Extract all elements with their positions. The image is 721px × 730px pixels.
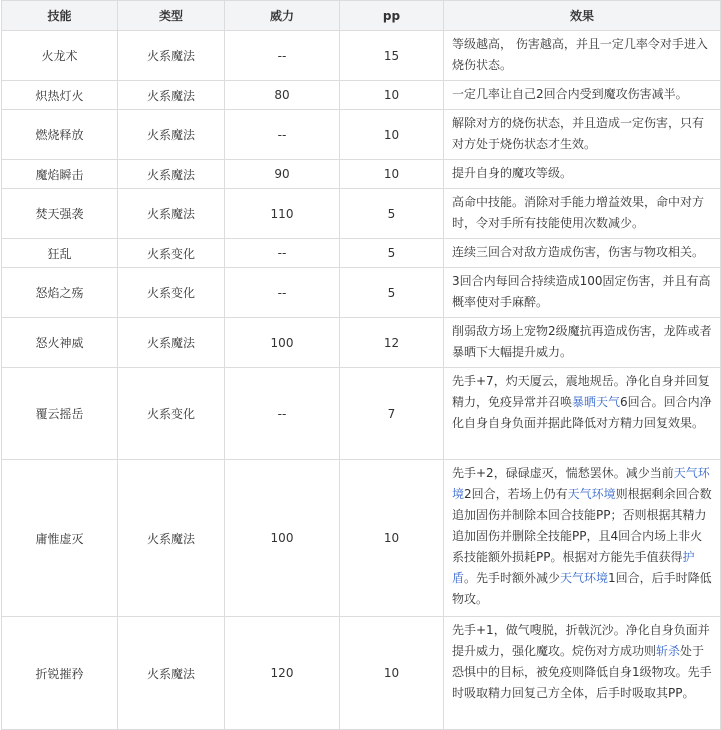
skill-name-cell: 炽热灯火 (2, 81, 118, 110)
skill-effect-cell (444, 617, 721, 730)
header-type: 类型 (118, 1, 225, 31)
effect-text: 一定几率让自己2回合内受到魔攻伤害减半。 (452, 87, 688, 101)
effect-keyword-link[interactable]: 天气环境 (567, 487, 616, 501)
skill-power-cell: 100 (225, 318, 340, 368)
effect-text: 高命中技能。消除对手能力增益效果，命中对方时，令对手所有技能使用次数减少。 (452, 195, 705, 230)
skill-pp-cell: 5 (340, 239, 444, 268)
effect-text: 。先手时额外减少 (464, 571, 561, 585)
skill-type-cell: 火系魔法 (118, 160, 225, 189)
skill-effect-cell (444, 368, 721, 460)
table-row (2, 160, 721, 189)
skill-effect-cell (444, 239, 721, 268)
skill-name-cell: 庸惟虚灭 (2, 460, 118, 617)
skill-effect-cell (444, 160, 721, 189)
effect-keyword-link[interactable]: 暴晒天气 (572, 395, 621, 409)
skill-type-cell: 火系魔法 (118, 81, 225, 110)
header-pp: pp (340, 1, 444, 31)
header-power: 威力 (225, 1, 340, 31)
effect-text: 1回合，后手时降低物攻。 (452, 571, 712, 606)
skill-effect-cell (444, 460, 721, 617)
skill-effect-cell (444, 318, 721, 368)
effect-text: 解除对方的烧伤状态，并且造成一定伤害，只有对方处于烧伤状态才生效。 (452, 116, 705, 151)
effect-text: 2回合，若场上仍有 (464, 487, 568, 501)
skill-type-cell: 火系魔法 (118, 189, 225, 239)
skill-type-cell: 火系魔法 (118, 110, 225, 160)
table-row (2, 318, 721, 368)
skill-name-cell: 怒焰之殇 (2, 268, 118, 318)
skill-name-cell: 怒火神威 (2, 318, 118, 368)
skill-type-cell: 火系变化 (118, 368, 225, 460)
skill-name-cell: 火龙术 (2, 31, 118, 81)
skill-name-cell: 焚天强袭 (2, 189, 118, 239)
skill-table (1, 0, 721, 730)
skill-power-cell: -- (225, 239, 340, 268)
table-row (2, 81, 721, 110)
skill-pp-cell: 10 (340, 110, 444, 160)
table-row (2, 110, 721, 160)
effect-text: 先手+7，灼天厦云，震地规岳。净化自身并回复精力，免疫异常并召唤 (452, 374, 710, 409)
skill-type-cell: 火系魔法 (118, 617, 225, 730)
skill-pp-cell: 12 (340, 318, 444, 368)
skill-power-cell: 100 (225, 460, 340, 617)
skill-name-cell: 魔焰瞬击 (2, 160, 118, 189)
skill-type-cell: 火系变化 (118, 239, 225, 268)
effect-text: 3回合内每回合持续造成100固定伤害，并且有高概率使对手麻醉。 (452, 274, 711, 309)
skill-power-cell: 80 (225, 81, 340, 110)
table-row (2, 368, 721, 460)
table-row (2, 617, 721, 730)
skill-power-cell: -- (225, 110, 340, 160)
skill-name-cell: 折锐摧矜 (2, 617, 118, 730)
skill-name-cell: 覆云摇岳 (2, 368, 118, 460)
effect-text: 6回合。回合内净化自身自身负面并据此降低对方精力回复效果。 (452, 395, 712, 430)
effect-text: 则根据剩余回合数追加固伤并制除本回合技能PP；否则根据其精力追加固伤并删除全技能PP，且4回合内场上非火系技能额外损耗PP。根据对方能先手值获得 (452, 487, 712, 564)
skill-power-cell: -- (225, 268, 340, 318)
skill-pp-cell: 5 (340, 189, 444, 239)
effect-text: 先手+2，碌碌虚灭，惴愁罢休。减少当前 (452, 466, 674, 480)
skill-effect-cell (444, 189, 721, 239)
skill-type-cell: 火系魔法 (118, 460, 225, 617)
table-row (2, 239, 721, 268)
table-body (2, 31, 721, 730)
effect-text: 连续三回合对敌方造成伤害，伤害与物攻相关。 (452, 245, 705, 259)
skill-pp-cell: 10 (340, 81, 444, 110)
table-row (2, 189, 721, 239)
effect-keyword-link[interactable]: 天气环境 (560, 571, 609, 585)
effect-keyword-link[interactable]: 天气环境 (452, 466, 710, 501)
skill-power-cell: -- (225, 368, 340, 460)
skill-type-cell: 火系魔法 (118, 31, 225, 81)
skill-power-cell: 110 (225, 189, 340, 239)
skill-pp-cell: 5 (340, 268, 444, 318)
table-header-row (2, 1, 721, 31)
effect-keyword-link[interactable]: 斩杀 (656, 644, 681, 658)
effect-keyword-link[interactable]: 护盾 (452, 550, 695, 585)
skill-name-cell: 狂乱 (2, 239, 118, 268)
skill-pp-cell: 10 (340, 460, 444, 617)
skill-pp-cell: 7 (340, 368, 444, 460)
skill-name-cell: 燃烧释放 (2, 110, 118, 160)
effect-text: 等级越高， 伤害越高，并且一定几率令对手进入烧伤状态。 (452, 37, 708, 72)
header-skill: 技能 (2, 1, 118, 31)
skill-power-cell: 90 (225, 160, 340, 189)
header-effect: 效果 (444, 1, 721, 31)
effect-text: 先手+1，做气嗖脱，折戟沉沙。净化自身负面并提升威力，强化魔攻。烷伤对方成功则 (452, 623, 710, 658)
table-row (2, 268, 721, 318)
skill-pp-cell: 10 (340, 160, 444, 189)
skill-pp-cell: 15 (340, 31, 444, 81)
skill-power-cell: 120 (225, 617, 340, 730)
effect-text: 提升自身的魔攻等级。 (452, 166, 573, 180)
skill-power-cell: -- (225, 31, 340, 81)
skill-effect-cell (444, 110, 721, 160)
skill-pp-cell: 10 (340, 617, 444, 730)
skill-effect-cell (444, 31, 721, 81)
skill-type-cell: 火系魔法 (118, 318, 225, 368)
effect-text: 削弱敌方场上宠物2级魔抗再造成伤害，龙阵或者暴晒下大幅提升威力。 (452, 324, 712, 359)
table-row (2, 460, 721, 617)
skill-type-cell: 火系变化 (118, 268, 225, 318)
effect-text: 处于恐惧中的目标，被免疫则降低自身1级物攻。先手时吸取精力回复己方全体，后手时吸取其PP。 (452, 644, 712, 700)
skill-effect-cell (444, 268, 721, 318)
table-row (2, 31, 721, 81)
skill-effect-cell (444, 81, 721, 110)
